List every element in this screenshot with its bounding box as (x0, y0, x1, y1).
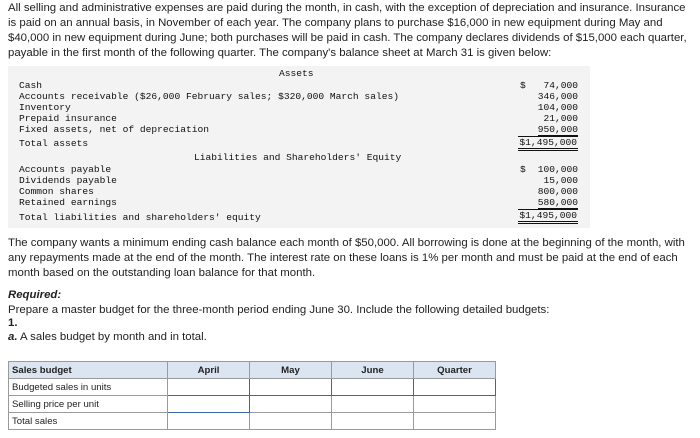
bs-label-fixed: Fixed assets, net of depreciation (19, 124, 209, 135)
bs-amount-fixed: 950,000 (537, 124, 578, 135)
input-units-june[interactable] (332, 379, 414, 396)
row-label-units: Budgeted sales in units (9, 379, 168, 396)
assets-header: Assets (279, 68, 314, 79)
bs-dollar-sign: $ (520, 164, 526, 175)
required-number: 1. (8, 317, 18, 329)
row-label-total-sales: Total sales (9, 413, 168, 430)
table-row (9, 379, 496, 396)
bs-amount-common: 800,000 (537, 186, 578, 197)
header-june: June (332, 362, 414, 379)
bs-amount-total-liab: $1,495,000 (518, 209, 578, 224)
cell-total-quarter (414, 413, 496, 430)
sales-budget-table (8, 361, 496, 430)
cell-total-june (332, 413, 414, 430)
liabilities-header: Liabilities and Shareholders' Equity (194, 152, 402, 163)
bs-amount-inventory: 104,000 (537, 102, 578, 113)
bs-amount-ar: 346,000 (537, 91, 578, 102)
required-title: Required: (8, 289, 62, 301)
bs-label-retained: Retained earnings (19, 197, 117, 208)
input-units-quarter[interactable] (414, 379, 496, 396)
required-text: Prepare a master budget for the three-month period ending June 30. Include the following detailed budgets: (8, 304, 550, 316)
bs-label-total-assets: Total assets (19, 138, 89, 149)
bs-amount-dividends: 15,000 (543, 175, 578, 186)
bs-label-cash: Cash (19, 80, 43, 91)
balance-sheet (8, 66, 590, 228)
bs-label-ap: Accounts payable (19, 164, 112, 175)
bs-amount-prepaid: 21,000 (543, 113, 578, 124)
cell-price-june (332, 396, 414, 413)
bs-label-total-liab: Total liabilities and shareholders' equity (19, 212, 261, 223)
bs-label-inventory: Inventory (19, 102, 71, 113)
cell-price-quarter (414, 396, 496, 413)
bs-label-dividends: Dividends payable (19, 175, 117, 186)
part-a-text: A sales budget by month and in total. (17, 331, 207, 343)
table-row (9, 396, 496, 413)
input-units-may[interactable] (250, 379, 332, 396)
bs-amount-cash: 74,000 (543, 80, 578, 91)
cell-total-may (250, 413, 332, 430)
header-april: April (168, 362, 250, 379)
header-quarter: Quarter (414, 362, 496, 379)
bs-amount-ap: 100,000 (537, 164, 578, 175)
bs-dollar-sign: $ (520, 80, 526, 91)
bs-amount-total-assets: $1,495,000 (518, 136, 578, 151)
bs-amount-retained: 580,000 (537, 197, 578, 208)
required-part-a (8, 331, 207, 343)
input-units-april[interactable] (168, 379, 250, 396)
header-may: May (250, 362, 332, 379)
header-sales-budget: Sales budget (9, 362, 168, 379)
bs-label-prepaid: Prepaid insurance (19, 113, 117, 124)
intro-paragraph: All selling and administrative expenses are paid during the month, in cash, with the exception of depreciation and insurance. Insurance is paid on an annual basis, in November of each year. The company plans to purchase $16,000 in new equipment during May and $40,000 in new equipment during June; both purchases will be paid in cash. The company declares dividends of $15,000 each quarter, payable in the first month of the following quarter. The company's balance sheet at March 31 is given below: (8, 2, 687, 59)
cell-price-may (250, 396, 332, 413)
input-price-april[interactable] (168, 396, 250, 413)
row-label-price: Selling price per unit (9, 396, 168, 413)
table-row (9, 413, 496, 430)
part-a-letter: a. (8, 331, 18, 343)
table-header-row (9, 362, 496, 379)
cell-total-april (168, 413, 250, 430)
bs-label-common: Common shares (19, 186, 94, 197)
borrowing-paragraph: The company wants a minimum ending cash balance each month of $50,000. All borrowing is done at the beginning of the month, with any repayments made at the end of the month. The interest rate on these loans is 1% per month and must be paid at the end of each month based on the outstanding loan balance for that month. (8, 237, 685, 279)
bs-label-ar: Accounts receivable ($26,000 February sales; $320,000 March sales) (19, 91, 399, 102)
